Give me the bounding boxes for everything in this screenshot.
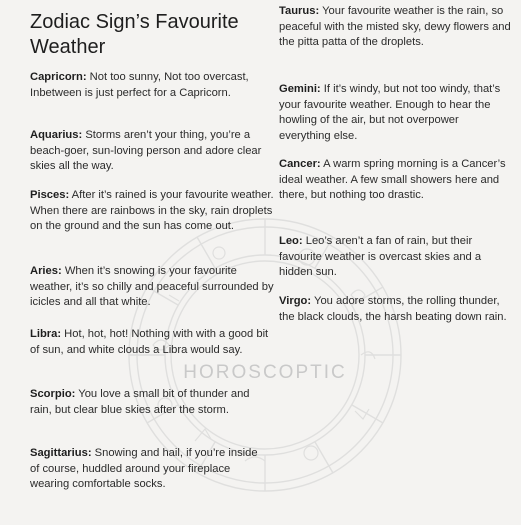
sign-label: Taurus: [279, 5, 320, 17]
entry-capricorn [30, 70, 275, 101]
sign-description: When it’s snowing is your favourite weather, it’s so chilly and peaceful surrounded by icicles and all that white. [30, 265, 274, 309]
entry-sagittarius [30, 446, 270, 493]
entry-virgo [279, 294, 511, 325]
sign-label: Virgo: [279, 295, 312, 307]
sign-label: Scorpio: [30, 388, 76, 400]
sign-label: Leo: [279, 235, 303, 247]
sign-label: Aries: [30, 265, 62, 277]
sign-label: Gemini: [279, 83, 321, 95]
sign-description: Storms aren’t your thing, you’re a beach-goer, sun-loving person and adore clear skies all the way. [30, 129, 262, 173]
sign-label: Aquarius: [30, 129, 83, 141]
sign-label: Sagittarius: [30, 447, 92, 459]
sign-description: You adore storms, the rolling thunder, the black clouds, the harsh beating down rain. [279, 295, 507, 323]
entry-pisces [30, 188, 278, 235]
sign-description: Not too sunny, Not too overcast, Inbetween is just perfect for a Capricorn. [30, 71, 249, 99]
sign-label: Capricorn: [30, 71, 87, 83]
entry-scorpio [30, 387, 270, 418]
sign-description: Your favourite weather is the rain, so peaceful with the misted sky, dewy flowers and the pitta patta of the droplets. [279, 5, 511, 49]
entry-libra [30, 327, 270, 358]
sign-description: Leo’s aren’t a fan of rain, but their favourite weather is overcast skies and a hidden sun. [279, 235, 482, 279]
entry-leo [279, 234, 511, 281]
entry-cancer [279, 157, 511, 204]
sign-description: After it’s rained is your favourite weather. When there are rainbows in the sky, rain droplets on the ground and the sun has come out. [30, 189, 274, 233]
entry-taurus [279, 4, 511, 51]
sign-label: Cancer: [279, 158, 321, 170]
entry-gemini [279, 82, 511, 144]
entry-aquarius [30, 128, 275, 175]
page-title: Zodiac Sign’s Favourite Weather [30, 11, 239, 58]
sign-description: Snowing and hail, if you’re inside of course, huddled around your fireplace wearing comfortable socks. [30, 447, 258, 491]
sign-description: A warm spring morning is a Cancer’s ideal weather. A few small showers here and there, but nothing too drastic. [279, 158, 506, 202]
entry-aries [30, 264, 278, 311]
sign-label: Libra: [30, 328, 62, 340]
sign-description: If it’s windy, but not too windy, that’s your favourite weather. Enough to hear the howling of the air, but not overpower everything else. [279, 83, 501, 142]
sign-label: Pisces: [30, 189, 70, 201]
sign-description: You love a small bit of thunder and rain, but clear blue skies after the storm. [30, 388, 250, 416]
sign-description: Hot, hot, hot! Nothing with with a good bit of sun, and white clouds a Libra would say. [30, 328, 269, 356]
watermark-text: HOROSCOPTIC [183, 362, 347, 383]
